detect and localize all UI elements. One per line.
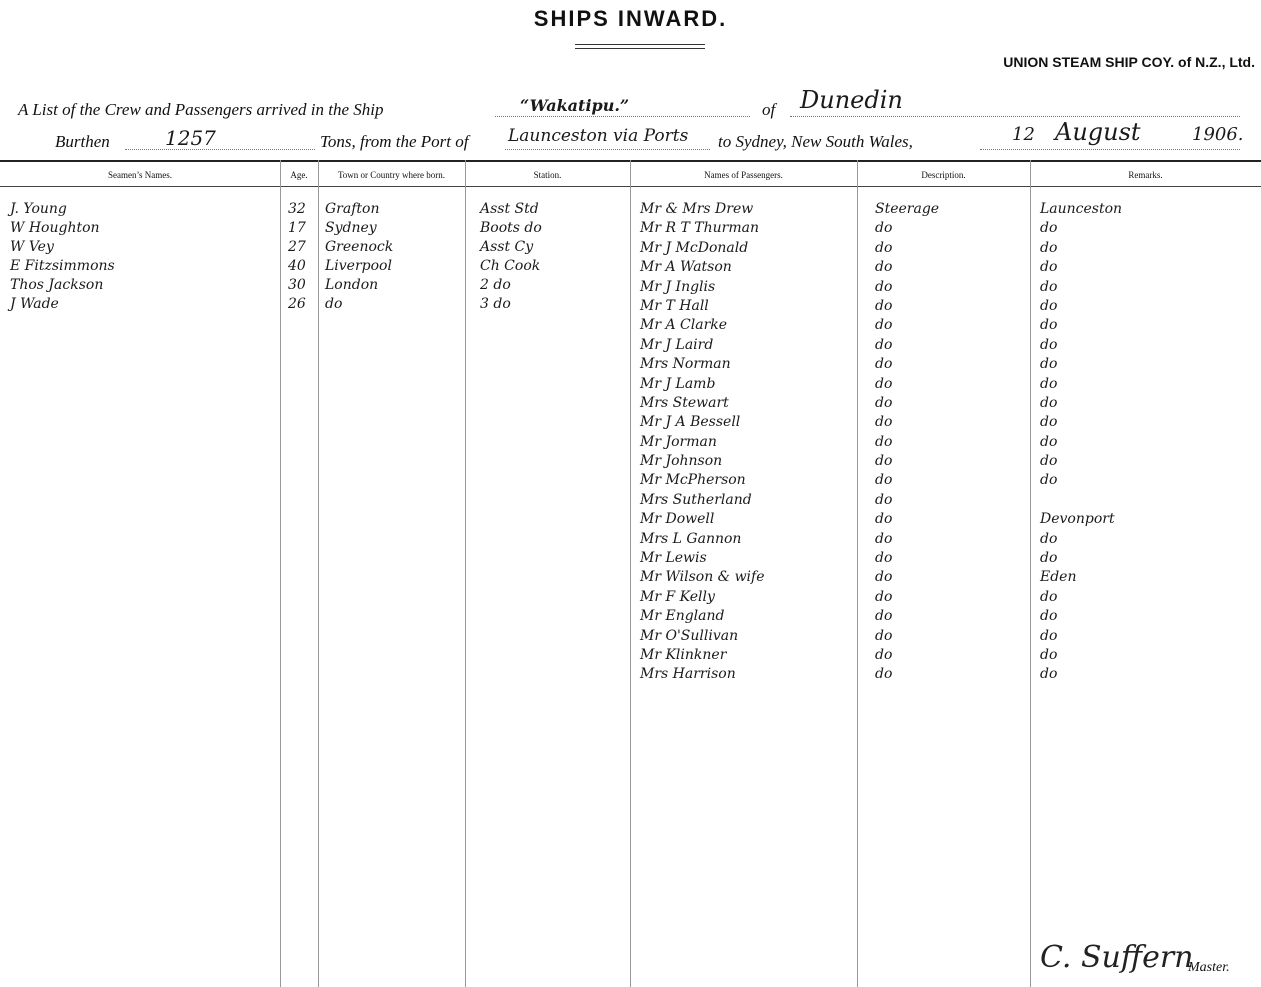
tons-label: Tons, from the Port of <box>320 132 469 151</box>
passenger-row <box>630 278 1261 297</box>
passenger-name: Mrs Stewart <box>640 394 729 411</box>
master-signature: C. Suffern <box>1040 940 1194 975</box>
passenger-row <box>630 607 1261 626</box>
home-port-line <box>790 116 1240 117</box>
passenger-name: Mr A Clarke <box>640 317 728 334</box>
passenger-description: do <box>875 530 893 547</box>
passenger-description: do <box>875 511 893 528</box>
passenger-row <box>630 433 1261 452</box>
crew-birthplace: London <box>325 277 379 293</box>
passenger-name: Mr Johnson <box>640 453 723 470</box>
passenger-remarks: do <box>1040 259 1058 276</box>
passenger-description: do <box>875 646 893 663</box>
crew-row <box>0 238 630 257</box>
passenger-remarks: do <box>1040 414 1058 431</box>
col-station: Station. <box>533 170 562 180</box>
passenger-name: Mrs Sutherland <box>640 491 752 508</box>
crew-station: Ch Cook <box>480 258 541 274</box>
list-description-label: A List of the Crew and Passengers arrived in the Ship <box>18 100 384 119</box>
passenger-description: do <box>875 220 893 237</box>
passenger-description: do <box>875 356 893 373</box>
passenger-remarks: do <box>1040 356 1058 373</box>
passenger-row <box>630 200 1261 219</box>
passenger-remarks: Eden <box>1040 569 1077 586</box>
ship-name: “Wakatipu.” <box>520 96 630 115</box>
passenger-description: do <box>875 627 893 644</box>
passenger-description: do <box>875 375 893 392</box>
crew-birthplace: Liverpool <box>325 258 392 274</box>
passenger-description: do <box>875 336 893 353</box>
title-rule <box>575 48 705 49</box>
passenger-name: Mr O'Sullivan <box>640 627 739 644</box>
passenger-description: do <box>875 278 893 295</box>
passenger-name: Mr Wilson & wife <box>640 569 765 586</box>
burthen-value: 1257 <box>165 126 216 150</box>
crew-row <box>0 257 630 276</box>
crew-birthplace: Greenock <box>325 239 394 255</box>
passenger-description: do <box>875 259 893 276</box>
passenger-row <box>630 355 1261 374</box>
passenger-remarks: do <box>1040 627 1058 644</box>
passenger-remarks: do <box>1040 550 1058 567</box>
passenger-name: Mr R T Thurman <box>640 220 759 237</box>
passenger-description: do <box>875 394 893 411</box>
passenger-name: Mr Jorman <box>640 433 717 450</box>
passenger-description: do <box>875 472 893 489</box>
passenger-row <box>630 549 1261 568</box>
col-birthplace: Town or Country where born. <box>337 170 446 180</box>
crew-birthplace: do <box>325 296 343 312</box>
passenger-remarks: do <box>1040 588 1058 605</box>
crew-row <box>0 276 630 295</box>
passenger-remarks: do <box>1040 646 1058 663</box>
passenger-row <box>630 375 1261 394</box>
passenger-row <box>630 394 1261 413</box>
passenger-remarks: do <box>1040 317 1058 334</box>
crew-age: 30 <box>288 277 306 293</box>
date-day: 12 <box>1012 124 1035 145</box>
crew-age: 26 <box>288 296 306 312</box>
passenger-remarks: do <box>1040 608 1058 625</box>
passenger-remarks: do <box>1040 239 1058 256</box>
passenger-row <box>630 491 1261 510</box>
passenger-name: Mr J Lamb <box>640 375 716 392</box>
crew-row <box>0 295 630 314</box>
title-rule <box>575 44 705 45</box>
passenger-row <box>630 297 1261 316</box>
passenger-description: do <box>875 550 893 567</box>
passenger-row <box>630 336 1261 355</box>
crew-name: J. Young <box>10 201 67 217</box>
passenger-remarks: do <box>1040 394 1058 411</box>
passenger-description: do <box>875 588 893 605</box>
passenger-remarks: do <box>1040 453 1058 470</box>
crew-birthplace: Grafton <box>325 201 380 217</box>
from-port: Launceston via Ports <box>508 126 689 146</box>
passenger-description: Steerage <box>875 201 940 217</box>
crew-station: Asst Cy <box>480 239 534 255</box>
passenger-remarks: do <box>1040 278 1058 295</box>
passenger-remarks: do <box>1040 375 1058 392</box>
crew-name: E Fitzsimmons <box>10 258 115 274</box>
from-port-line <box>505 149 710 150</box>
passenger-description: do <box>875 569 893 586</box>
passenger-description: do <box>875 433 893 450</box>
passenger-name: Mr J Inglis <box>640 278 716 295</box>
passenger-row <box>630 219 1261 238</box>
crew-name: J Wade <box>10 296 59 312</box>
passenger-remarks: do <box>1040 220 1058 237</box>
passenger-description: do <box>875 666 893 683</box>
crew-name: W Vey <box>10 239 54 255</box>
burthen-line <box>125 149 315 150</box>
company-name: UNION STEAM SHIP COY. of N.Z., Ltd. <box>1003 54 1255 70</box>
passenger-name: Mr T Hall <box>640 297 709 314</box>
passenger-row <box>630 627 1261 646</box>
passenger-description: do <box>875 453 893 470</box>
passenger-name: Mrs Harrison <box>640 666 736 683</box>
crew-age: 40 <box>288 258 306 274</box>
passenger-row <box>630 239 1261 258</box>
passenger-description: do <box>875 608 893 625</box>
crew-age: 32 <box>288 201 306 217</box>
passenger-remarks: do <box>1040 336 1058 353</box>
passenger-row <box>630 452 1261 471</box>
passenger-list <box>630 200 1261 685</box>
passenger-remarks: Launceston <box>1040 201 1123 217</box>
passenger-name: Mr A Watson <box>640 259 732 276</box>
destination-label: to Sydney, New South Wales, <box>718 132 913 151</box>
date-month: August <box>1055 118 1141 146</box>
passenger-name: Mr England <box>640 608 725 625</box>
col-age: Age. <box>290 170 308 180</box>
passenger-row <box>630 316 1261 335</box>
passenger-row <box>630 413 1261 432</box>
date-line <box>980 149 1240 150</box>
passenger-name: Mr F Kelly <box>640 588 715 605</box>
passenger-name: Mr McPherson <box>640 472 746 489</box>
home-port: Dunedin <box>800 86 903 114</box>
crew-row <box>0 200 630 219</box>
passenger-name: Mrs L Gannon <box>640 530 742 547</box>
burthen-label: Burthen <box>55 132 110 151</box>
col-remarks: Remarks. <box>1128 170 1163 180</box>
passenger-row <box>630 665 1261 684</box>
crew-age: 27 <box>288 239 306 255</box>
passenger-name: Mr J McDonald <box>640 239 749 256</box>
passenger-description: do <box>875 491 893 508</box>
passenger-name: Mr J A Bessell <box>640 414 741 431</box>
passenger-name: Mr Dowell <box>640 511 715 528</box>
crew-birthplace: Sydney <box>325 220 377 236</box>
crew-name: Thos Jackson <box>10 277 104 293</box>
passenger-row <box>630 510 1261 529</box>
passenger-description: do <box>875 239 893 256</box>
crew-station: 3 do <box>480 296 511 312</box>
passenger-remarks: do <box>1040 297 1058 314</box>
passenger-remarks: do <box>1040 472 1058 489</box>
crew-station: Asst Std <box>480 201 539 217</box>
passenger-name: Mr J Laird <box>640 336 714 353</box>
crew-list <box>0 200 630 314</box>
passenger-remarks: do <box>1040 666 1058 683</box>
master-label: Master. <box>1188 960 1230 975</box>
passenger-row <box>630 568 1261 587</box>
passenger-name: Mrs Norman <box>640 356 731 373</box>
passenger-remarks: Devonport <box>1040 511 1115 528</box>
col-seamen-names: Seamen’s Names. <box>108 170 172 180</box>
passenger-row <box>630 588 1261 607</box>
crew-name: W Houghton <box>10 220 100 236</box>
passenger-description: do <box>875 297 893 314</box>
of-label: of <box>762 100 776 119</box>
col-description: Description. <box>921 170 966 180</box>
passenger-name: Mr & Mrs Drew <box>640 201 754 217</box>
passenger-row <box>630 646 1261 665</box>
passenger-description: do <box>875 317 893 334</box>
passenger-name: Mr Klinkner <box>640 646 727 663</box>
crew-station: Boots do <box>480 220 542 236</box>
passenger-row <box>630 258 1261 277</box>
crew-age: 17 <box>288 220 306 236</box>
passenger-description: do <box>875 414 893 431</box>
passenger-remarks: do <box>1040 433 1058 450</box>
col-passenger-names: Names of Passengers. <box>704 170 783 180</box>
document-title: SHIPS INWARD. <box>533 6 728 31</box>
passenger-row <box>630 471 1261 490</box>
passenger-name: Mr Lewis <box>640 550 707 567</box>
ship-name-line <box>495 116 750 117</box>
crew-row <box>0 219 630 238</box>
crew-station: 2 do <box>480 277 511 293</box>
passenger-row <box>630 530 1261 549</box>
date-year: 1906. <box>1192 124 1244 145</box>
passenger-remarks: do <box>1040 530 1058 547</box>
